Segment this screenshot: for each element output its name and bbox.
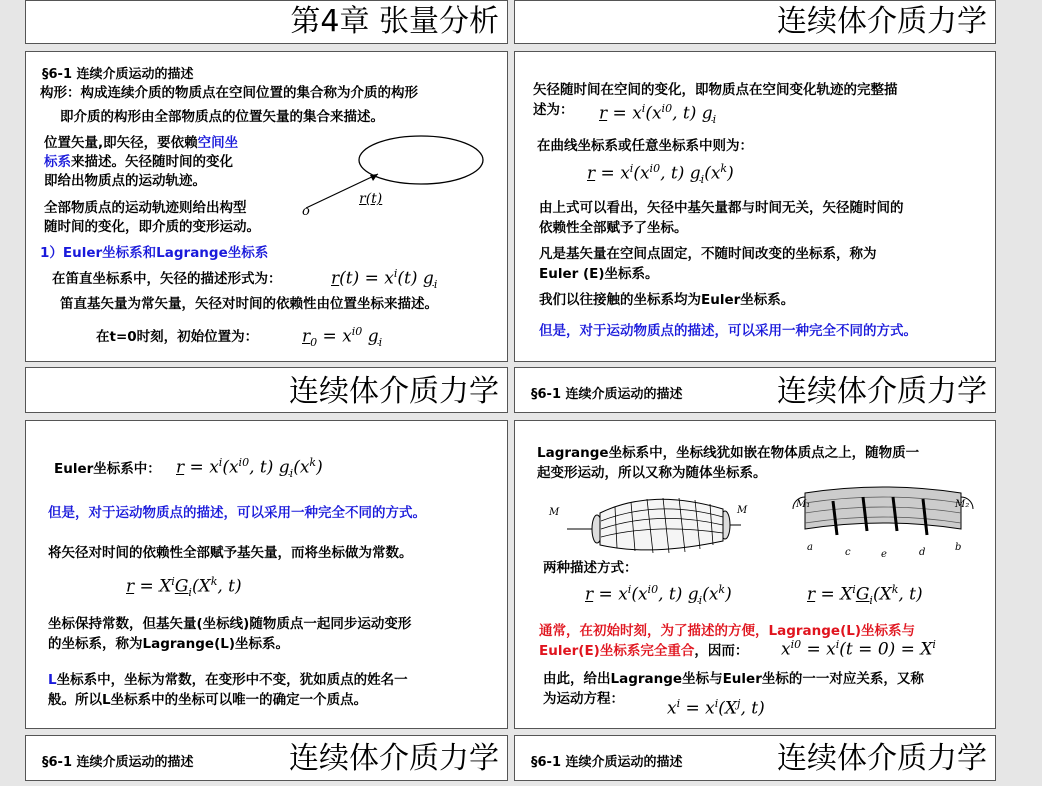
text-line: 我们以往接触的坐标系均为Euler坐标系。 [539, 292, 795, 308]
course-title: 连续体介质力学 [777, 741, 987, 776]
text-line: 坐标保持常数，但基矢量(坐标线)随物质点一起同步运动变形 [48, 616, 412, 632]
rt-label: r(t) [359, 191, 383, 207]
section-label: §6-1 连续介质运动的描述 [42, 67, 194, 82]
text-line: 般。所以L坐标系中的坐标可以唯一的确定一个质点。 [48, 692, 368, 708]
chapter-title: 第4章 张量分析 [290, 4, 499, 39]
footer-bar-left [25, 367, 508, 413]
text-line: L坐标系中，坐标为常数，在变形中不变，犹如质点的姓名一 [48, 672, 408, 688]
curvilinear-formula: $r = x^i(x^{i0}$, t) $g_i(x^k)$ [587, 162, 734, 187]
text-line: 凡是基矢量在空间点固定，不随时间改变的坐标系，称为 [539, 246, 877, 262]
text-line: 全部物质点的运动轨迹则给出构型 [44, 200, 247, 216]
lagrange-description-formula: $r = X^iG_i(X^k$, t) [807, 583, 923, 608]
curved-beam-figure [783, 485, 983, 551]
section-label: §6-1 连续介质运动的描述 [531, 755, 683, 770]
motion-equation: $x^i = x^i(X^j$, t) [667, 697, 765, 719]
text-line: Euler坐标系中： [54, 461, 161, 477]
euler-description-formula: $r = x^i(x^{i0}$, t) $g_i(x^k)$ [585, 583, 732, 608]
trajectory-diagram [286, 130, 496, 230]
text-line: 即介质的构形由全部物质点的位置矢量的集合来描述。 [60, 109, 384, 125]
twisted-tube-figure [545, 491, 760, 561]
text-line: 标系来描述。矢径随时间的变化 [44, 154, 233, 170]
cartesian-formula: $r(t) = x^i(t)$ $g_i$ [331, 267, 438, 292]
text-line: Euler(E)坐标系完全重合，因而： [539, 643, 749, 659]
figure-label: d [919, 547, 926, 558]
euler-formula: $r = x^i(x^{i0}$, t) $g_i(x^k)$ [176, 456, 323, 481]
text-line: 为运动方程： [543, 691, 624, 707]
figure-label: M₂ [955, 499, 970, 510]
header-bar-right [514, 0, 996, 44]
bottom-bar-left [25, 735, 508, 781]
figure-label: M [737, 505, 748, 516]
text-line: 由此，给出Lagrange坐标与Euler坐标的一一对应关系，又称 [543, 671, 924, 687]
text-line: 由上式可以看出，矢径中基矢量都与时间无关，矢径随时间的 [539, 200, 904, 216]
text-line: 将矢径对时间的依赖性全部赋予基矢量，而将坐标做为常数。 [48, 545, 413, 561]
text-line: 矢径随时间在空间的变化，即物质点在空间变化轨迹的完整描 [533, 82, 898, 98]
text-line: Euler (E)坐标系。 [539, 266, 659, 282]
text-line: 述为： [533, 102, 574, 118]
highlight-line: 但是，对于运动物质点的描述，可以采用一种完全不同的方式。 [539, 323, 917, 339]
text-line: 位置矢量,即矢径，要依赖空间坐 [44, 135, 239, 151]
bottom-bar-right [514, 735, 996, 781]
origin-label: o [302, 204, 310, 219]
figure-label: e [881, 549, 887, 560]
heading-euler-lagrange: 1）Euler坐标系和Lagrange坐标系 [40, 245, 269, 261]
text-line: 即给出物质点的运动轨迹。 [44, 173, 206, 189]
figure-label: M [549, 507, 560, 518]
text-line: 构形：构成连续介质的物质点在空间位置的集合称为介质的构形 [40, 85, 418, 101]
slide-2 [514, 51, 996, 362]
figure-label: c [845, 547, 851, 558]
text-line: 在曲线坐标系或任意坐标系中则为： [537, 138, 753, 154]
text-line: 笛直基矢量为常矢量，矢径对时间的依赖性由位置坐标来描述。 [60, 296, 438, 312]
text-line: 在笛直坐标系中，矢径的描述形式为： [52, 271, 282, 287]
text-line: 的坐标系，称为Lagrange(L)坐标系。 [48, 636, 290, 652]
text-line: 两种描述方式： [543, 560, 638, 576]
section-label: §6-1 连续介质运动的描述 [531, 387, 683, 402]
section-label: §6-1 连续介质运动的描述 [42, 755, 194, 770]
position-formula: $r = x^i(x^{i0}$, t) $g_i$ [599, 102, 717, 127]
course-title: 连续体介质力学 [289, 374, 499, 409]
highlight-line: 通常，在初始时刻，为了描述的方便，Lagrange(L)坐标系与 [539, 623, 916, 639]
coincide-formula: $x^{i0} = x^i(t = 0) = X^i$ [781, 638, 936, 660]
text-line: 随时间的变化，即介质的变形运动。 [44, 219, 260, 235]
initial-position-formula: $r_0 = x^{i0}$ $g_i$ [302, 325, 383, 350]
course-title: 连续体介质力学 [777, 374, 987, 409]
footer-bar-right [514, 367, 996, 413]
figure-label: a [807, 542, 813, 553]
slide-1 [25, 51, 508, 362]
text-line: 在t=0时刻，初始位置为： [96, 329, 259, 345]
slide-3 [25, 420, 508, 729]
figure-label: M₁ [796, 499, 811, 510]
course-title: 连续体介质力学 [777, 4, 987, 39]
header-bar-left [25, 0, 508, 44]
course-title: 连续体介质力学 [289, 741, 499, 776]
figure-label: b [955, 542, 962, 553]
text-line: 起变形运动，所以又称为随体坐标系。 [537, 465, 767, 481]
text-line: 依赖性全部赋予了坐标。 [539, 220, 688, 236]
lagrange-formula: $r = X^iG_i(X^k$, t) [126, 575, 242, 600]
highlight-line: 但是，对于运动物质点的描述，可以采用一种完全不同的方式。 [48, 505, 426, 521]
text-line: Lagrange坐标系中，坐标线犹如嵌在物体质点之上，随物质一 [537, 445, 920, 461]
slide-4 [514, 420, 996, 729]
